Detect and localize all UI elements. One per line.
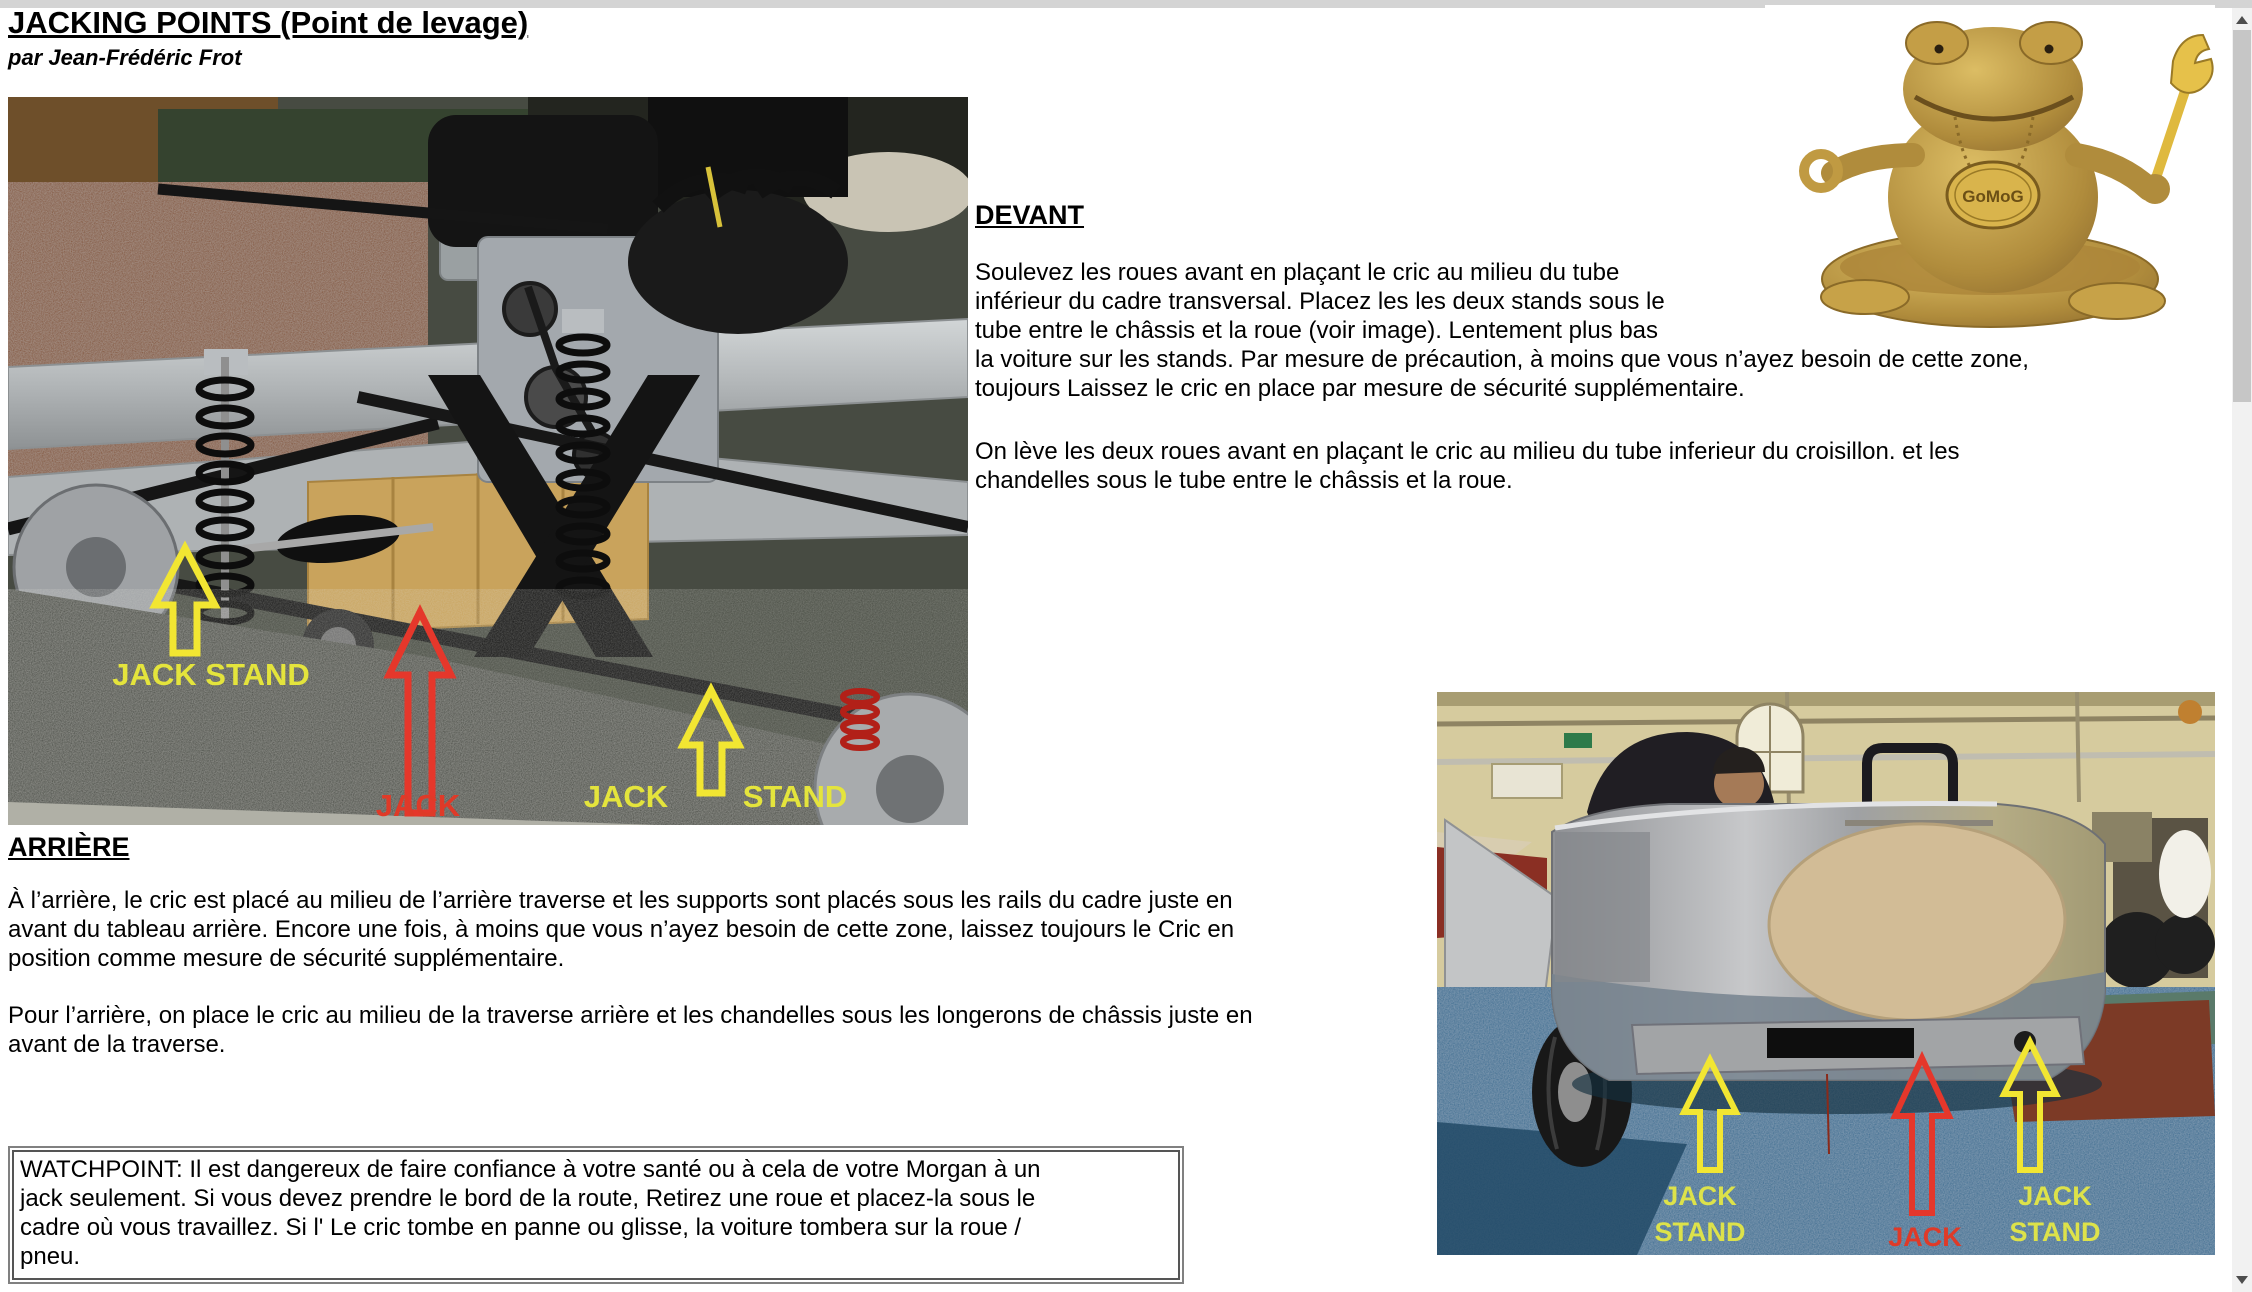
arriere-paragraph-1	[8, 886, 1234, 973]
text-line: Pour l’arrière, on place le cric au milieu de la traverse arrière et les chandelles sous les longerons de châssis juste en	[8, 1002, 1253, 1029]
text-line: chandelles sous le tube entre le châssis et la roue.	[975, 467, 1513, 494]
devant-paragraph-1	[975, 258, 2029, 403]
text-line: toujours Laissez le cric en place par mesure de sécurité supplémentaire.	[975, 375, 1745, 402]
text-line: position comme mesure de sécurité supplémentaire.	[8, 945, 565, 972]
photo-front-jacking-points	[8, 97, 968, 825]
scroll-down-icon	[2236, 1276, 2248, 1284]
text-line: cadre où vous travaillez. Si l' Le cric tombe en panne ou glisse, la voiture tombera sur la roue /	[20, 1214, 1022, 1241]
text-line: avant de la traverse.	[8, 1031, 226, 1058]
page-title: JACKING POINTS (Point de levage)	[8, 5, 529, 40]
rear-label-jack-center: JACK	[1888, 1222, 1962, 1252]
text-line: avant du tableau arrière. Encore une fois, à moins que vous n’ayez besoin de cette zone, laissez toujours le Cric en	[8, 916, 1235, 943]
front-label-jack-center: JACK	[375, 788, 461, 823]
page-byline: par Jean-Frédéric Frot	[8, 45, 242, 70]
rear-label-jack-right: JACK	[2018, 1181, 2092, 1211]
scrollbar-down-button[interactable]	[2232, 1270, 2252, 1290]
front-label-stand-right: STAND	[742, 779, 848, 814]
text-line: pneu.	[20, 1243, 81, 1270]
photo-rear-image	[1437, 692, 2215, 1255]
text-line: WATCHPOINT: Il est dangereux de faire confiance à votre santé ou à cela de votre Morgan à un	[20, 1156, 1041, 1183]
watchpoint-text	[12, 1150, 1180, 1280]
text-line: la voiture sur les stands. Par mesure de précaution, à moins que vous n’ayez besoin de cette zone,	[975, 346, 2029, 373]
text-line: inférieur du cadre transversal. Placez les les deux stands sous le	[975, 288, 1665, 315]
front-label-jack-stand-left: JACK STAND	[112, 657, 310, 692]
rear-label-stand-left: STAND	[1654, 1217, 1746, 1247]
watchpoint-box	[8, 1146, 1184, 1284]
photo-rear-jacking-points	[1437, 692, 2215, 1255]
text-line: tube entre le châssis et la roue (voir image). Lentement plus bas	[975, 317, 1659, 344]
scrollbar-thumb[interactable]	[2233, 30, 2251, 402]
scrollbar-up-button[interactable]	[2232, 10, 2252, 30]
text-line: Soulevez les roues avant en plaçant le cric au milieu du tube	[975, 259, 1620, 286]
arriere-heading: ARRIÈRE	[8, 832, 130, 862]
front-label-jack-right: JACK	[583, 779, 669, 814]
photo-front-image	[8, 97, 968, 825]
scroll-up-icon	[2236, 16, 2248, 24]
devant-paragraph-2	[975, 437, 1960, 495]
rear-label-jack-left: JACK	[1663, 1181, 1737, 1211]
vertical-scrollbar[interactable]	[2232, 8, 2252, 1292]
text-line: À l’arrière, le cric est placé au milieu de l’arrière traverse et les supports sont placés sous les rails du cadre juste en	[8, 887, 1233, 914]
devant-heading: DEVANT	[975, 200, 1085, 230]
text-line: jack seulement. Si vous devez prendre le bord de la route, Retirez une roue et placez-la sous le	[20, 1185, 1036, 1212]
arriere-paragraph-2	[8, 1001, 1253, 1059]
rear-label-stand-right: STAND	[2009, 1217, 2101, 1247]
text-line: On lève les deux roues avant en plaçant le cric au milieu du tube inferieur du croisillon. et les	[975, 438, 1960, 465]
frog-medallion-text: GoMoG	[1962, 187, 2024, 206]
